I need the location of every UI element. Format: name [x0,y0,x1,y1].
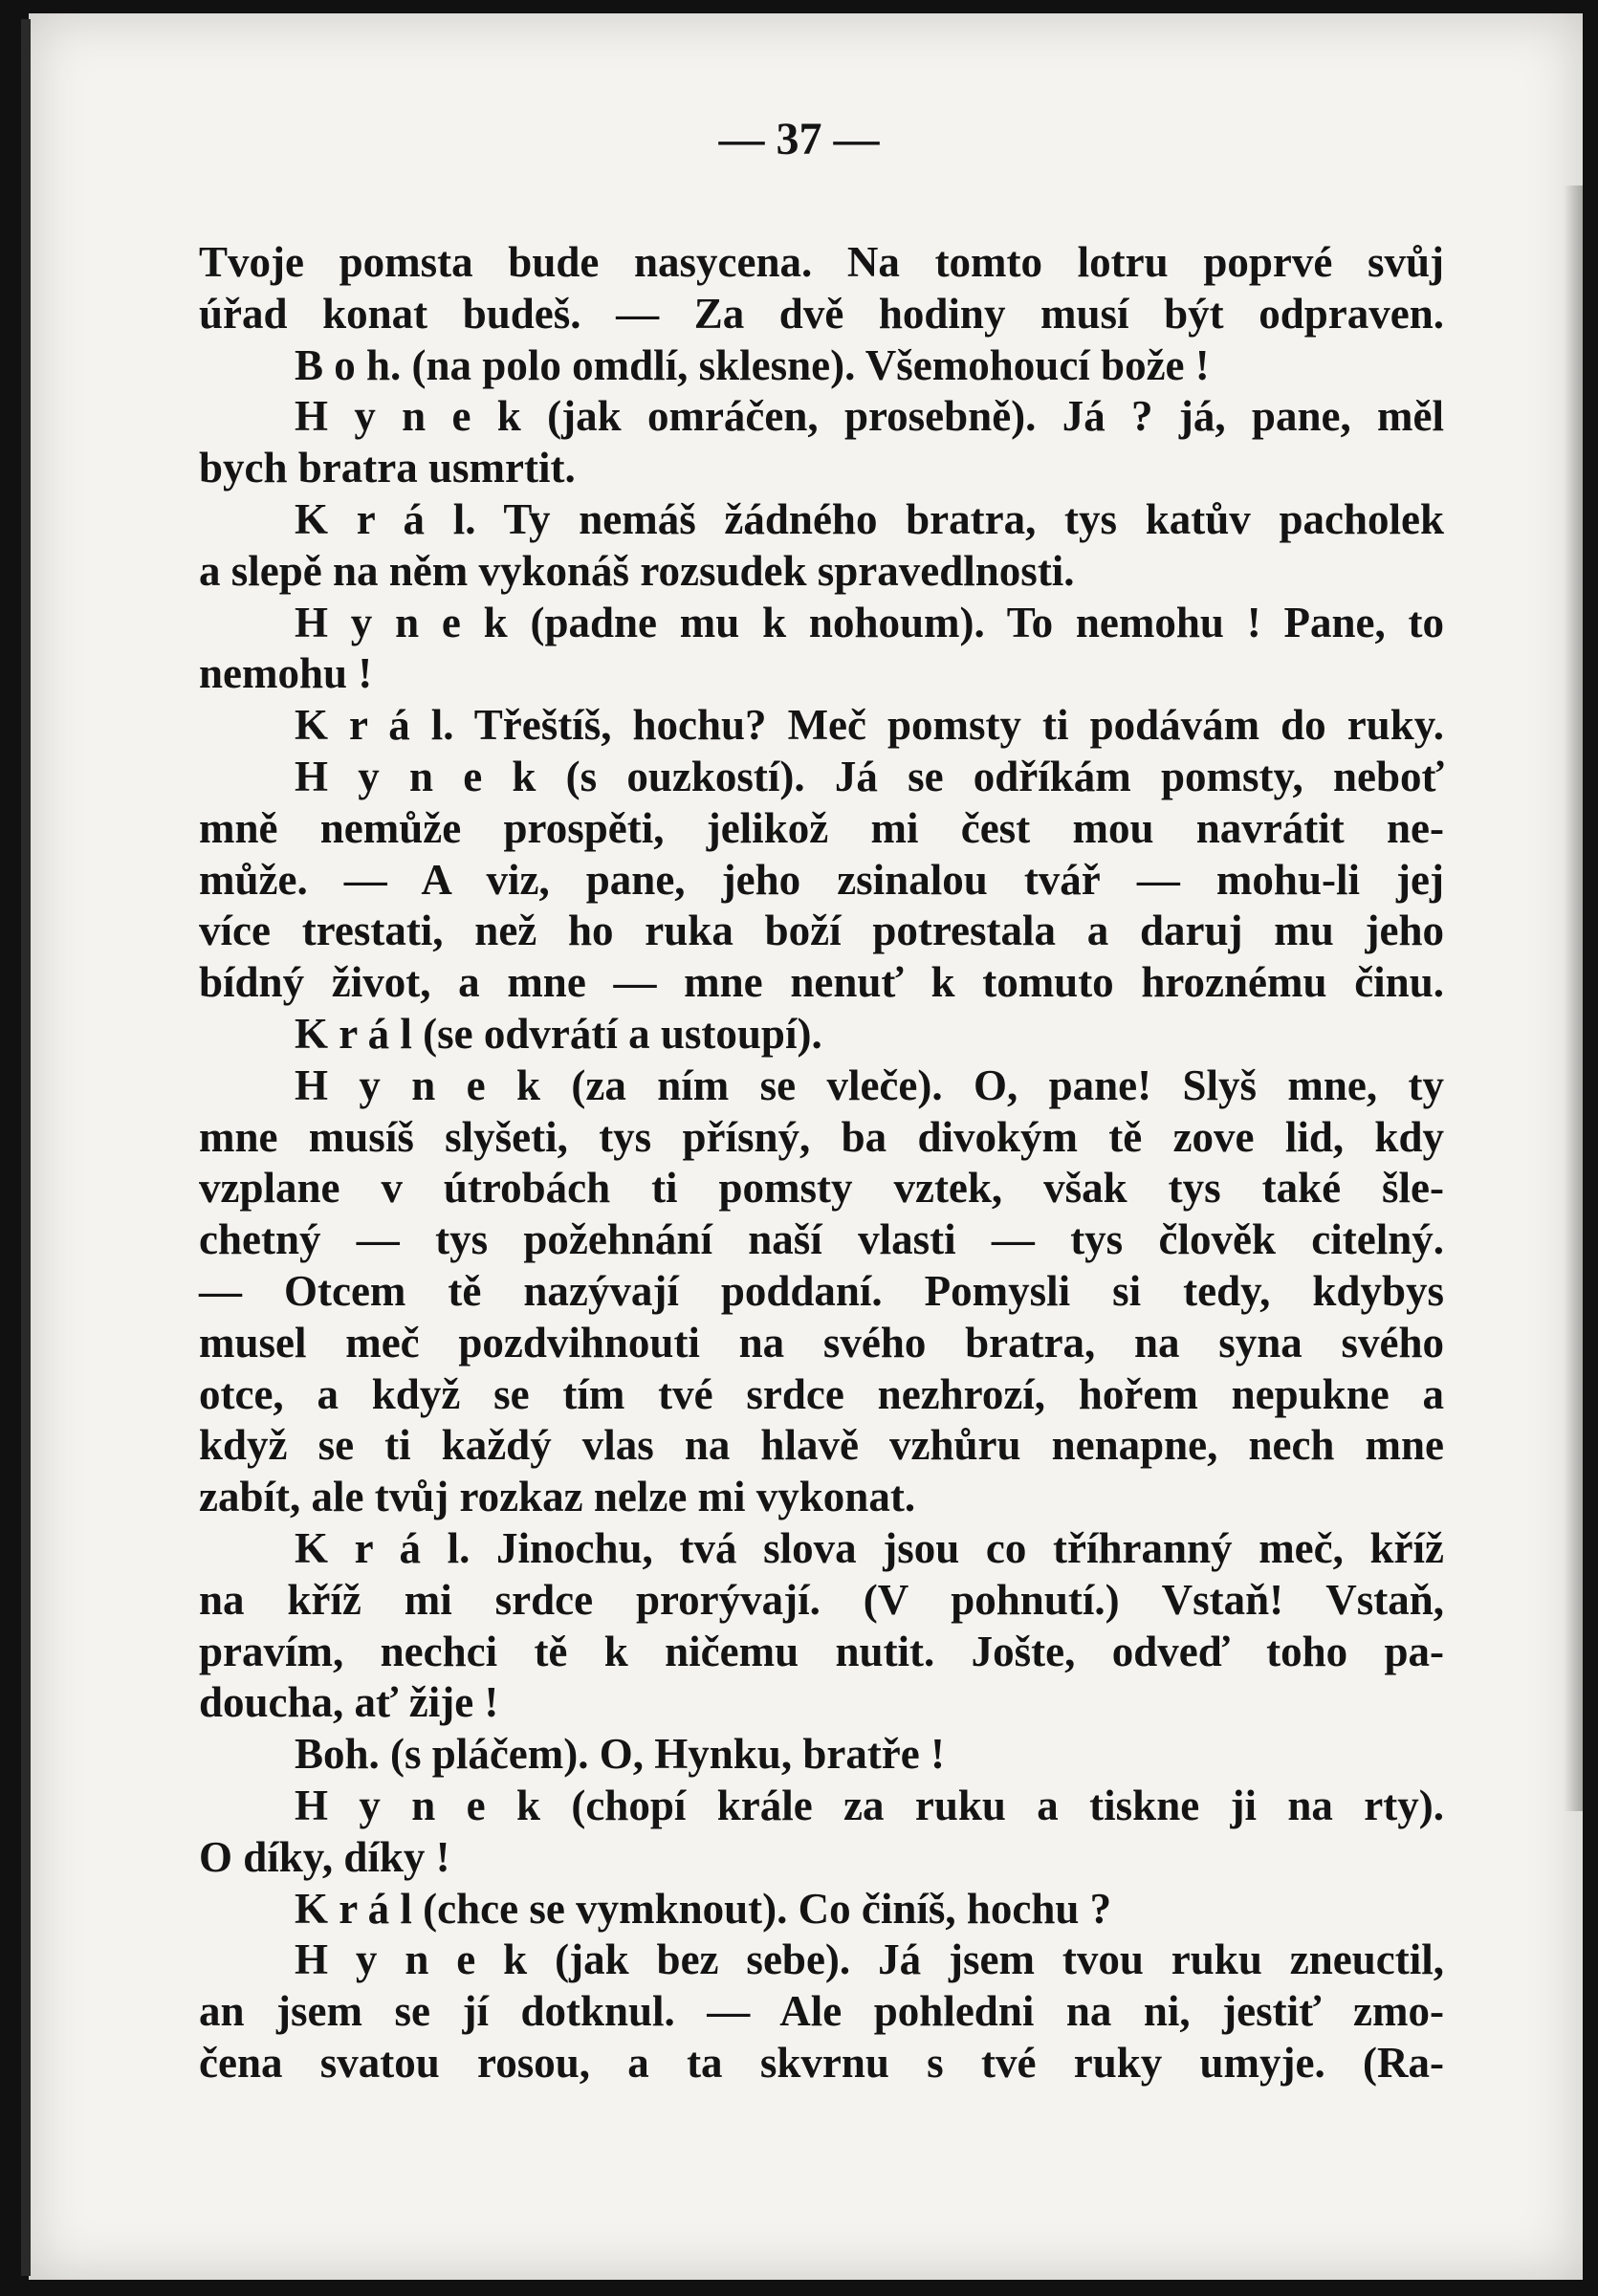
text-line: an jsem se jí dotknul. — Ale pohledni na ni, jestiť zmo- [199,1987,1444,2036]
text-line: Boh. (s pláčem). O, Hynku, bratře ! [295,1730,945,1779]
text-line: když se ti každý vlas na hlavě vzhůru nenapne, nech mne [199,1421,1444,1470]
text-line: H y n e k (s ouzkostí). Já se odříkám pomsty, neboť [295,752,1444,800]
text-line: K r á l (chce se vymknout). Co činíš, hochu ? [295,1884,1112,1933]
page-number: — 37 — [718,114,880,164]
text-line: Tvoje pomsta bude nasycena. Na tomto lotru poprvé svůj [199,238,1444,286]
text-line: bych bratra usmrtit. [199,444,576,492]
text-line: — Otcem tě nazývají poddaní. Pomysli si tedy, kdybys [199,1266,1444,1315]
text-line: K r á l. Třeštíš, hochu? Meč pomsty ti podávám do ruky. [295,701,1444,750]
text-line: H y n e k (chopí krále za ruku a tiskne ji na rty). [295,1781,1444,1829]
text-line: K r á l. Ty nemáš žádného bratra, tys katův pacholek [295,494,1444,543]
text-line: mně nemůže prospěti, jelikož mi čest mou navrátit ne- [199,803,1444,852]
text-line: čena svatou rosou, a ta skvrnu s tvé ruky umyje. (Ra- [199,2038,1444,2087]
text-line: více trestati, než ho ruka boží potrestala a daruj mu jeho [199,907,1444,955]
page-shadow [1564,186,1583,1811]
text-line: musel meč pozdvihnouti na svého bratra, na syna svého [199,1318,1444,1367]
text-line: O díky, díky ! [199,1832,450,1881]
text-line: vzplane v útrobách ti pomsty vztek, však tys také šle- [199,1164,1444,1213]
text-line: H y n e k (za ním se vleče). O, pane! Slyš mne, ty [295,1061,1444,1109]
text-line: zabít, ale tvůj rozkaz nelze mi vykonat. [199,1473,916,1521]
text-line: H y n e k (padne mu k nohoum). To nemohu ! Pane, to [295,598,1444,646]
text-line: mne musíš slyšeti, tys přísný, ba divokým tě zove lid, kdy [199,1112,1444,1161]
text-line: K r á l. Jinochu, tvá slova jsou co tříhranný meč, kříž [295,1523,1444,1572]
binding-edge [21,19,31,2276]
text-line: H y n e k (jak bez sebe). Já jsem tvou ruku zneuctil, [295,1935,1444,1984]
text-line: a slepě na něm vykonáš rozsudek spravedlnosti. [199,546,1075,595]
text-line: úřad konat budeš. — Za dvě hodiny musí být odpraven. [199,289,1444,338]
text-line: doucha, ať žije ! [199,1678,499,1727]
text-line: chetný — tys požehnání naší vlasti — tys člověk citelný. [199,1215,1444,1264]
text-line: H y n e k (jak omráčen, prosebně). Já ? já, pane, měl [295,392,1444,441]
text-line: K r á l (se odvrátí a ustoupí). [295,1009,822,1058]
text-line: bídný život, a mne — mne nenuť k tomuto hroznému činu. [199,958,1444,1007]
text-line: na kříž mi srdce prorývají. (V pohnutí.) Vstaň! Vstaň, [199,1575,1444,1624]
text-line: pravím, nechci tě k ničemu nutit. Jošte, odveď toho pa- [199,1627,1444,1675]
text-line: může. — A viz, pane, jeho zsinalou tvář — mohu-li jej [199,855,1444,904]
text-line: B o h. (na polo omdlí, sklesne). Všemohoucí bože ! [295,340,1210,389]
text-line: otce, a když se tím tvé srdce nezhrozí, hořem nepukne a [199,1369,1444,1418]
body-text [199,237,1444,2089]
text-line: nemohu ! [199,649,373,698]
